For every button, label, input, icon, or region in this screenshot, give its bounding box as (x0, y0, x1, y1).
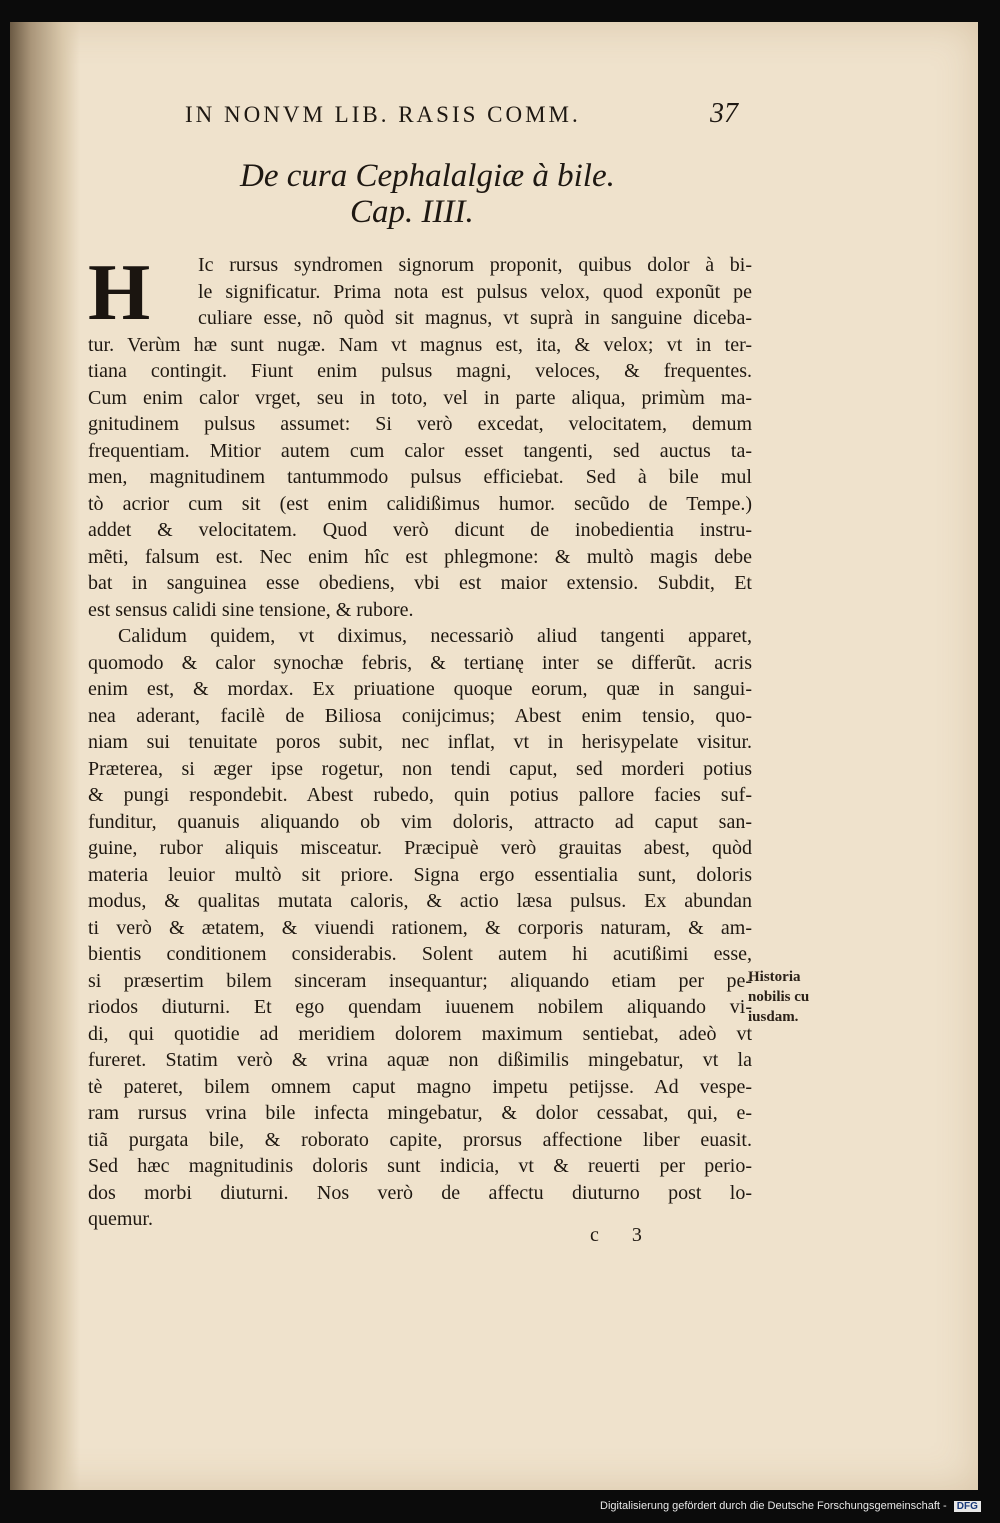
text-line: tur. Verùm hæ sunt nugæ. Nam vt magnus est, ita, & velox; vt in ter- (88, 333, 752, 356)
text-line: fureret. Statim verò & vrina aquæ non dißimilis mingebatur, vt la (88, 1049, 752, 1071)
text-line: tè pateret, bilem omnem caput magno impetu petijsse. Ad vespe- (88, 1075, 752, 1098)
text-line: bat in sanguinea esse obediens, vbi est maior extensio. Subdit, Et (88, 572, 752, 594)
text-line: modus, & qualitas mutata caloris, & actio læsa pulsus. Ex abundan (88, 890, 752, 912)
text-line: tiana contingit. Fiunt enim pulsus magni, veloces, & frequentes. (88, 360, 752, 382)
text-line: le significatur. Prima nota est pulsus velox, quod exponũt pe (198, 280, 752, 303)
footer-text: Digitalisierung gefördert durch die Deutsche Forschungsgemeinschaft - (600, 1500, 947, 1512)
text-line: mẽti, falsum est. Nec enim hîc est phlegmone: & multò magis debe (88, 545, 752, 568)
dfg-logo: DFG (954, 1501, 981, 1512)
text-line: guine, rubor aliquis misceatur. Præcipuè verò grauitas abest, quòd (88, 837, 752, 859)
text-line: Cum enim calor vrget, seu in toto, vel in parte aliqua, primùm ma- (88, 386, 752, 409)
text-line: Calidum quidem, vt diximus, necessariò aliud tangenti apparet, (118, 625, 752, 647)
chapter-number: Cap. IIII. (350, 194, 474, 230)
margin-note-line: Historia (748, 969, 801, 985)
text-line: ti verò & ætatem, & viuendi rationem, & corporis naturam, & am- (88, 916, 752, 939)
text-line: & pungi respondebit. Abest rubedo, quin potius pallore facies suf- (88, 784, 752, 806)
text-line: Præterea, si æger ipse rogetur, non tendi caput, sed morderi potius (88, 757, 752, 780)
text-line: men, magnitudinem tantummodo pulsus efficiebat. Sed à bile mul (88, 466, 752, 488)
text-line: dos morbi diuturni. Nos verò de affectu diuturno post lo- (88, 1181, 752, 1204)
drop-cap: H (88, 249, 151, 337)
text-line: enim est, & mordax. Ex priuatione quoque eorum, quæ in sangui- (88, 678, 752, 700)
text-line: riodos diuturni. Et ego quendam iuuenem nobilem aliquando vi- (88, 996, 752, 1018)
text-line: niam sui tenuitate poros subit, nec inflat, vt in herisypelate visitur. (88, 731, 752, 753)
footer-credit (600, 1500, 992, 1520)
page-number: 37 (710, 98, 738, 129)
chapter-title: De cura Cephalalgiæ à bile. (240, 158, 615, 194)
text-line: Sed hæc magnitudinis doloris sunt indicia, vt & reuerti per perio- (88, 1155, 752, 1177)
text-line: di, qui quotidie ad meridiem dolorem maximum sentiebat, adeò vt (88, 1022, 752, 1045)
body-text (88, 249, 752, 1233)
text-line: est sensus calidi sine tensione, & rubore. (88, 598, 414, 621)
text-line: addet & velocitatem. Quod verò dicunt de inobedientia instru- (88, 519, 752, 541)
paragraph-1 (88, 249, 752, 623)
margin-note-line: iusdam. (748, 1009, 799, 1025)
text-line: quomodo & calor synochæ febris, & tertianę inter se differũt. acris (88, 651, 752, 674)
text-line: tò acrior cum sit (est enim calidißimus humor. secũdo de Tempe.) (88, 492, 752, 515)
text-line: quemur. (88, 1208, 153, 1230)
text-line: materia leuior multò sit priore. Signa ergo essentialia sunt, doloris (88, 863, 752, 886)
signature-mark: c 3 (590, 1224, 656, 1246)
margin-note (748, 967, 828, 1027)
text-line: culiare esse, nõ quòd sit magnus, vt suprà in sanguine diceba- (198, 307, 752, 329)
running-head: IN NONVM LIB. RASIS COMM. (185, 102, 581, 127)
text-line: funditur, quanuis aliquando ob vim doloris, attracto ad caput san- (88, 810, 752, 833)
text-line: frequentiam. Mitior autem cum calor esset tangenti, sed auctus ta- (88, 439, 752, 462)
text-line: si præsertim bilem sinceram insequantur; aliquando etiam per pe- (88, 969, 752, 992)
text-line: bientis conditionem considerabis. Solent autem hi acutißimi esse, (88, 943, 752, 965)
text-line: nea aderant, facilè de Biliosa conijcimus; Abest enim tensio, quo- (88, 704, 752, 727)
text-line: Ic rursus syndromen signorum proponit, quibus dolor à bi- (198, 254, 752, 276)
text-line: tiã purgata bile, & roborato capite, prorsus affectione liber euasit. (88, 1128, 752, 1151)
book-page (10, 22, 978, 1490)
paragraph-2 (88, 623, 752, 1233)
margin-note-line: nobilis cu (748, 989, 810, 1005)
text-line: gnitudinem pulsus assumet: Si verò excedat, velocitatem, demum (88, 413, 752, 435)
text-line: ram rursus vrina bile infecta mingebatur, & dolor cessabat, qui, e- (88, 1102, 752, 1124)
page-gutter-shadow (10, 22, 80, 1490)
